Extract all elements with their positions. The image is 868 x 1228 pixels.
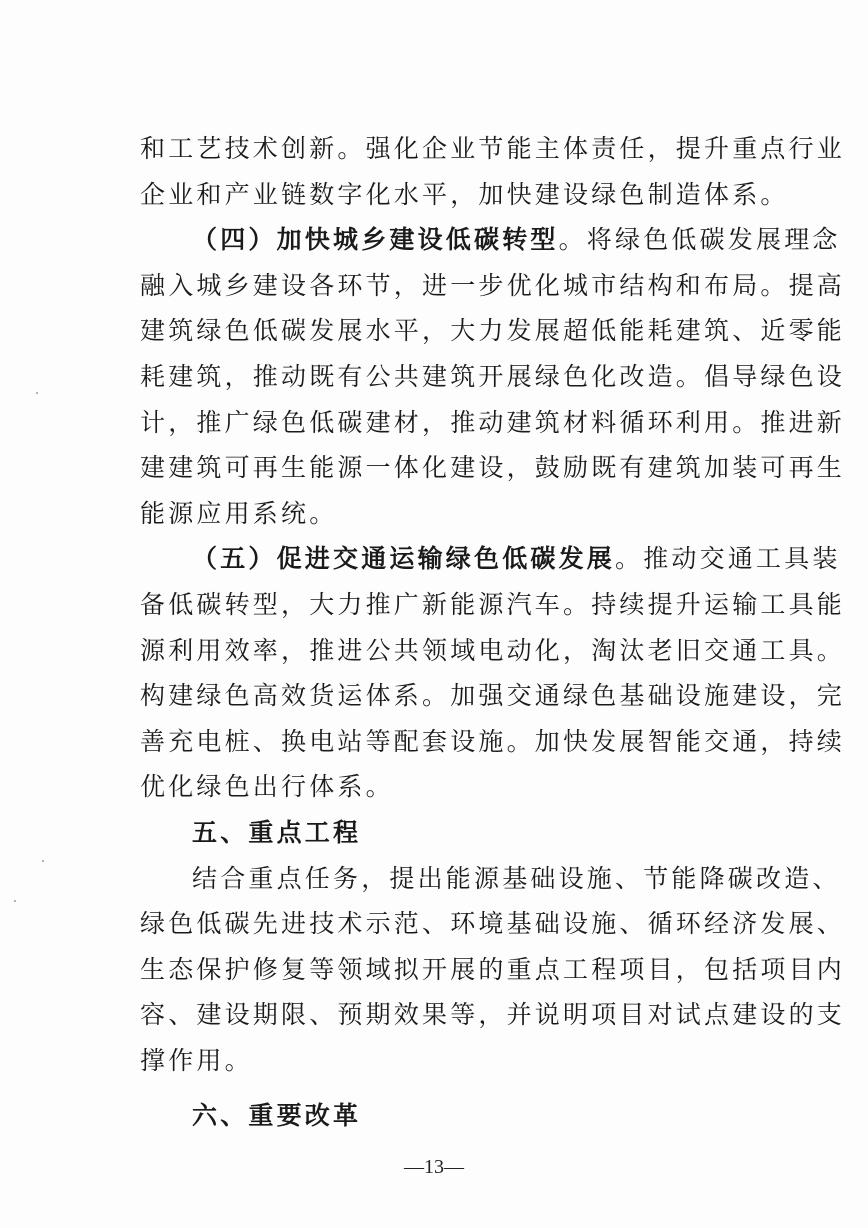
text-line: 计，推广绿色低碳建材，推动建筑材料循环利用。推进新 xyxy=(140,407,846,437)
scan-speck xyxy=(36,392,38,394)
text-line: 耗建筑，推动既有公共建筑开展绿色化改造。倡导绿色设 xyxy=(140,361,846,391)
scan-speck xyxy=(14,900,16,902)
text-line: 备低碳转型，大力推广新能源汽车。持续提升运输工具能 xyxy=(140,589,846,619)
text-line: 优化绿色出行体系。 xyxy=(140,772,394,802)
text-line: 绿色低碳先进技术示范、环境基础设施、循环经济发展、 xyxy=(140,909,846,939)
text-line: 结合重点任务，提出能源基础设施、节能降碳改造、 xyxy=(192,863,841,893)
body-text xyxy=(140,126,846,1139)
text-line: 源利用效率，推进公共领域电动化，淘汰老旧交通工具。 xyxy=(140,635,846,665)
text-line: 和工艺技术创新。强化企业节能主体责任，提升重点行业 xyxy=(140,134,846,163)
section-4-heading: （四）加快城乡建设低碳转型 xyxy=(192,225,559,255)
text-line: 生态保护修复等领域拟开展的重点工程项目，包括项目内 xyxy=(140,954,846,984)
paragraph-gap xyxy=(140,1083,746,1093)
section-5-heading: （五）促进交通运输绿色低碳发展 xyxy=(192,544,616,574)
chapter-6-heading: 六、重要改革 xyxy=(192,1101,362,1131)
text-line: 善充电桩、换电站等配套设施。加快发展智能交通，持续 xyxy=(140,726,846,756)
section-4-first-rest: 。将绿色低碳发展理念 xyxy=(558,225,841,255)
chapter-5-heading: 五、重点工程 xyxy=(192,817,362,847)
text-line: 能源应用系统。 xyxy=(140,498,338,528)
text-line: 企业和产业链数字化水平，加快建设绿色制造体系。 xyxy=(140,179,789,209)
page-number: —13— xyxy=(404,1156,464,1178)
section-5-first-rest: 。推动交通工具装 xyxy=(615,544,841,574)
text-line: 融入城乡建设各环节，进一步优化城市结构和布局。提高 xyxy=(140,270,846,300)
section-4-first-line xyxy=(140,217,841,263)
scan-speck xyxy=(42,860,44,862)
section-5-first-line xyxy=(140,536,841,582)
text-line: 建筑绿色低碳发展水平，大力发展超低能耗建筑、近零能 xyxy=(140,316,846,346)
text-line: 撑作用。 xyxy=(140,1045,253,1075)
text-line: 构建绿色高效货运体系。加强交通绿色基础设施建设，完 xyxy=(140,681,846,711)
text-line: 容、建设期限、预期效果等，并说明项目对试点建设的支 xyxy=(140,1000,846,1030)
text-line: 建建筑可再生能源一体化建设，鼓励既有建筑加装可再生 xyxy=(140,453,846,483)
